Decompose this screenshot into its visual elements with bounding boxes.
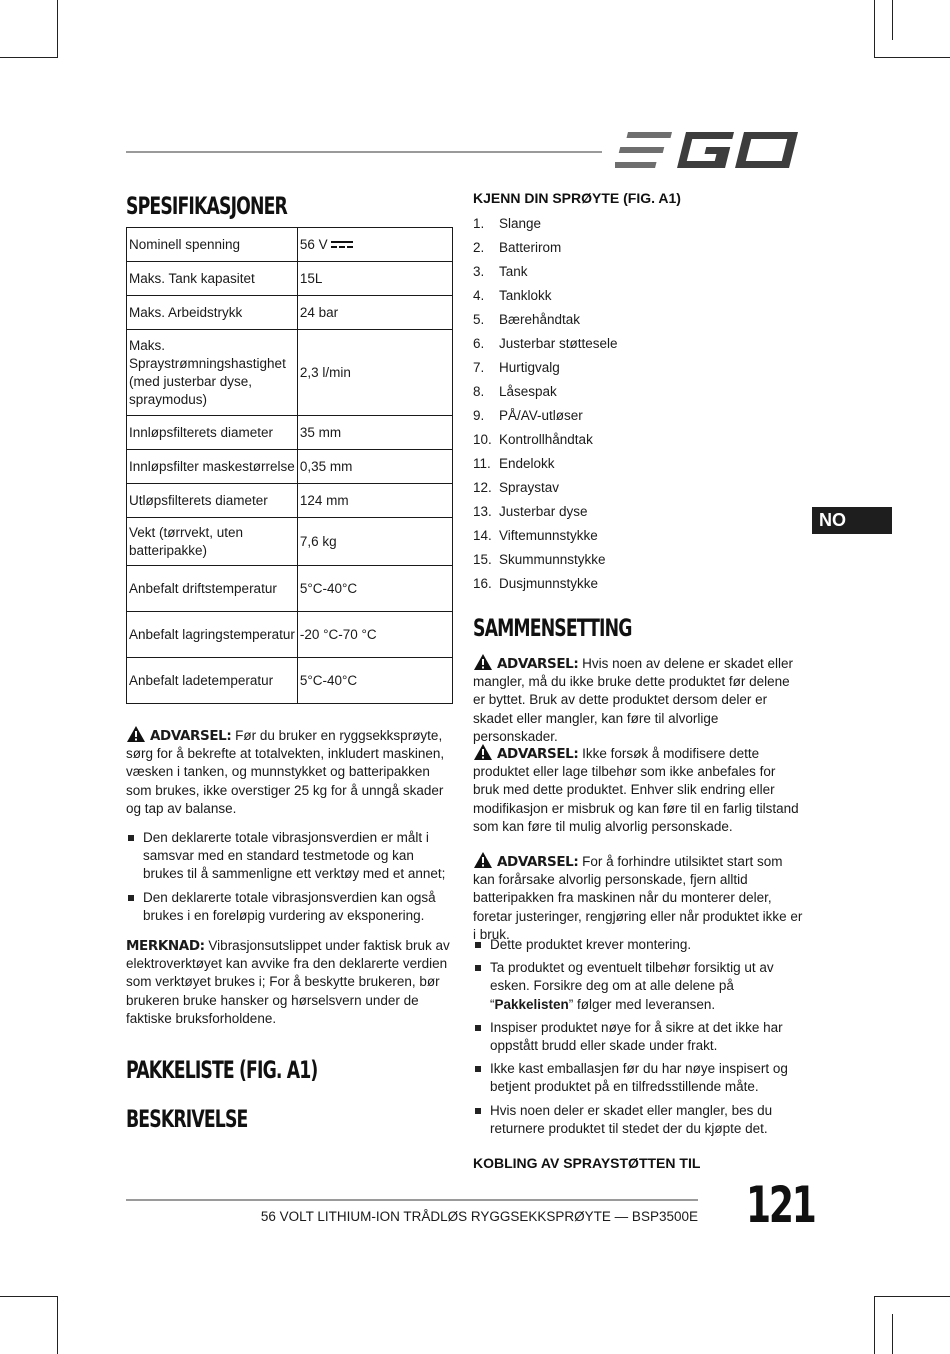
spec-label: Maks. Spraystrømningshastighet (med justerbar dyse, spraymodus)	[127, 330, 298, 416]
warning-triangle-icon	[473, 743, 493, 761]
spec-label: Anbefalt ladetemperatur	[127, 658, 298, 704]
table-row	[127, 518, 453, 566]
list-item: 8. Låsespak	[473, 384, 557, 399]
description-heading: BESKRIVELSE	[126, 1105, 248, 1133]
warning-triangle-icon	[473, 851, 493, 869]
parts-list	[473, 214, 618, 598]
spec-value: 35 mm	[297, 416, 452, 450]
table-row	[127, 658, 453, 704]
table-row	[127, 296, 453, 330]
list-item: Ta produktet og eventuelt tilbehør forsiktig ut av esken. Forsikre deg om at alle delene på “Pakkelisten” følger med leveransen.	[473, 959, 805, 1014]
warning-label: ADVARSEL:	[497, 746, 579, 762]
spec-value: 124 mm	[297, 484, 452, 518]
spec-value: 2,3 l/min	[297, 330, 452, 416]
list-item: 2. Batterirom	[473, 240, 562, 255]
packing-list-heading: PAKKELISTE (FIG. A1)	[126, 1056, 318, 1084]
spec-value: 7,6 kg	[297, 518, 452, 566]
list-item: 4. Tanklokk	[473, 288, 552, 303]
list-item: 9. PÅ/AV-utløser	[473, 408, 583, 423]
list-item: 11. Endelokk	[473, 456, 555, 471]
note-label: MERKNAD:	[126, 938, 205, 954]
page-number: 121	[746, 1176, 815, 1234]
table-row	[127, 416, 453, 450]
note-text: Vibrasjonsutslippet under faktisk bruk av elektroverktøyet kan avvike fra den deklarerte verdien som verktøyet brukes i; For å beskytte brukeren, bør brukeren bruke hansker og hørselsvern under de faktiske bruksforholdene.	[126, 938, 450, 1026]
spec-label: Utløpsfilterets diameter	[127, 484, 298, 518]
warning-triangle-icon	[473, 653, 493, 671]
bullet-icon	[128, 835, 134, 841]
spec-value: 0,35 mm	[297, 450, 452, 484]
warning-text: Før du bruker en ryggsekksprøyte, sørg for å bekrefte at totalvekten, inkludert maskinen, væsken i tanken, og munnstykket og batteripakken som brukes, ikke overstiger 25 kg for å unngå skader og tap av balanse.	[126, 728, 445, 816]
list-item: Ikke kast emballasjen før du har nøye inspisert og betjent produktet på en tilfredsstillende måte.	[473, 1060, 805, 1096]
spec-value: 56 V	[297, 228, 452, 262]
list-item: 12. Spraystav	[473, 480, 560, 495]
spec-label: Anbefalt driftstemperatur	[127, 566, 298, 612]
dc-symbol-icon	[331, 240, 353, 250]
assembly-list	[473, 936, 805, 1143]
list-item: 10. Kontrollhåndtak	[473, 432, 593, 447]
table-row	[127, 612, 453, 658]
bullet-icon	[475, 1066, 481, 1072]
list-item: 5. Bærehåndtak	[473, 312, 581, 327]
table-row	[127, 228, 453, 262]
specs-table	[126, 227, 453, 704]
spec-label: Innløpsfilter maskestørrelse	[127, 450, 298, 484]
table-row	[127, 450, 453, 484]
assembly-warning-1	[473, 653, 803, 746]
spec-value: 5°C-40°C	[297, 566, 452, 612]
bullet-icon	[475, 1025, 481, 1031]
list-item: 14. Viftemunnstykke	[473, 528, 598, 543]
spec-label: Maks. Tank kapasitet	[127, 262, 298, 296]
ego-logo	[615, 128, 801, 174]
spec-value: -20 °C-70 °C	[297, 612, 452, 658]
spec-value: 5°C-40°C	[297, 658, 452, 704]
warning-triangle-icon	[126, 725, 146, 743]
spec-value: 15L	[297, 262, 452, 296]
warning-label: ADVARSEL:	[497, 656, 579, 672]
list-item: 7. Hurtigvalg	[473, 360, 560, 375]
list-item: Den deklarerte totale vibrasjonsverdien kan også brukes i en foreløpig vurdering av eksponering.	[126, 889, 456, 925]
table-row	[127, 330, 453, 416]
spec-label: Anbefalt lagringstemperatur	[127, 612, 298, 658]
header-rule	[126, 151, 602, 153]
list-item: Dette produktet krever montering.	[473, 936, 805, 954]
warning-text: Hvis noen av delene er skadet eller mangler, må du ikke bruke dette produktet før delene er byttet. Bruk av dette produktet dersom deler er skadet eller mangler, kan føre til alvorlige personskader.	[473, 656, 793, 744]
table-row	[127, 262, 453, 296]
spec-label: Innløpsfilterets diameter	[127, 416, 298, 450]
spec-label: Nominell spenning	[127, 228, 298, 262]
list-item: Den deklarerte totale vibrasjonsverdien er målt i samsvar med en standard testmetode og kan brukes til å sammenligne ett verktøy med et annet;	[126, 829, 456, 884]
assembly-warning-3	[473, 851, 803, 944]
list-item: Hvis noen deler er skadet eller mangler, bes du returnere produktet til stedet der du kjøpte det.	[473, 1102, 805, 1138]
footer-title: 56 VOLT LITHIUM-ION TRÅDLØS RYGGSEKKSPRØYTE — BSP3500E	[260, 1209, 698, 1224]
bullet-icon	[128, 895, 134, 901]
know-your-sprayer-heading: KJENN DIN SPRØYTE (FIG. A1)	[473, 190, 681, 206]
list-item: 3. Tank	[473, 264, 528, 279]
table-row	[127, 566, 453, 612]
assembly-warning-2	[473, 743, 805, 836]
list-item: 1. Slange	[473, 216, 542, 231]
spec-value: 24 bar	[297, 296, 452, 330]
bullet-icon	[475, 965, 481, 971]
vibration-list	[126, 829, 456, 930]
list-item: 13. Justerbar dyse	[473, 504, 588, 519]
list-item: 16. Dusjmunnstykke	[473, 576, 599, 591]
list-item: Inspiser produktet nøye for å sikre at det ikke har oppstått brudd eller skade under frakt.	[473, 1019, 805, 1055]
language-tab: NO	[812, 507, 892, 534]
assembly-heading: SAMMENSETTING	[473, 614, 632, 642]
warning-label: ADVARSEL:	[497, 854, 579, 870]
coupling-heading: KOBLING AV SPRAYSTØTTEN TIL	[473, 1155, 701, 1171]
bullet-icon	[475, 1108, 481, 1114]
list-item: 6. Justerbar støttesele	[473, 336, 618, 351]
spec-label: Maks. Arbeidstrykk	[127, 296, 298, 330]
warning-text: For å forhindre utilsiktet start som kan forårsake alvorlig personskade, fjern alltid batteripakken fra maskinen når du monterer deler, foretar justeringer, rengjøring eller når produktet ikke er i bruk.	[473, 854, 803, 942]
packing-list-reference: Pakkelisten	[494, 996, 569, 1012]
spec-label: Vekt (tørrvekt, uten batteripakke)	[127, 518, 298, 566]
weight-warning	[126, 725, 451, 818]
list-item: 15. Skummunnstykke	[473, 552, 606, 567]
note-paragraph	[126, 937, 454, 1028]
warning-label: ADVARSEL:	[150, 728, 232, 744]
footer-rule	[126, 1199, 698, 1201]
table-row	[127, 484, 453, 518]
specs-heading: SPESIFIKASJONER	[126, 192, 287, 220]
bullet-icon	[475, 942, 481, 948]
warning-text: Ikke forsøk å modifisere dette produktet eller lage tilbehør som ikke anbefales for bruk med dette produktet. Enhver slik endring eller modifikasjon er misbruk og kan føre til en farlig tilstand som kan føre til mulig alvorlig personskade.	[473, 746, 799, 834]
